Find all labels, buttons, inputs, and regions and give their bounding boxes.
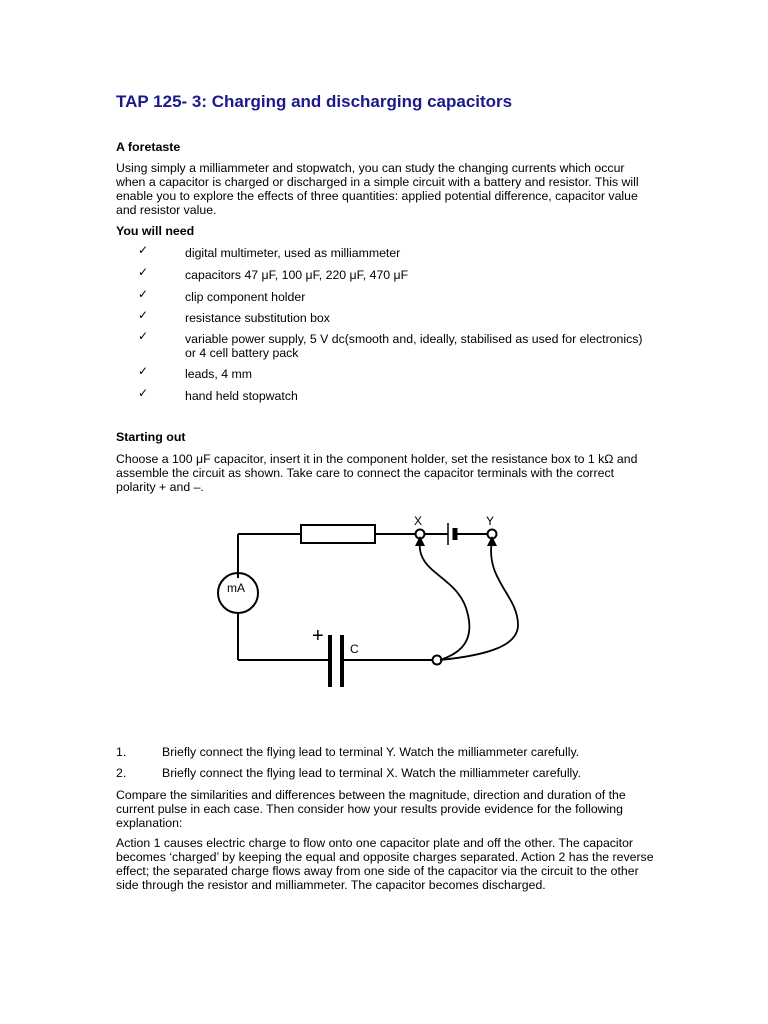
page-title: TAP 125- 3: Charging and discharging capacitors bbox=[116, 92, 513, 111]
list-item: leads, 4 mm bbox=[185, 367, 252, 381]
resistor bbox=[301, 525, 375, 543]
label-capacitor: C bbox=[350, 642, 359, 656]
list-item: hand held stopwatch bbox=[185, 389, 298, 403]
compare-paragraph: Compare the similarities and differences between the magnitude, direction and duration of the current pulse in each case. Then consider how your results provide evidence for the following explanation: bbox=[116, 788, 626, 830]
you-will-need-heading: You will need bbox=[116, 224, 195, 238]
check-icon: ✓ bbox=[138, 308, 149, 322]
step-text: Briefly connect the flying lead to terminal Y. Watch the milliammeter carefully. bbox=[162, 745, 580, 759]
label-plus: + bbox=[312, 625, 324, 647]
list-item: digital multimeter, used as milliammeter bbox=[185, 246, 401, 260]
step-number: 2. bbox=[116, 766, 127, 780]
list-item: clip component holder bbox=[185, 290, 306, 304]
flying-lead-y bbox=[440, 540, 518, 660]
foretaste-heading: A foretaste bbox=[116, 140, 181, 154]
starting-out-paragraph: Choose a 100 μF capacitor, insert it in the component holder, set the resistance box to 1 kΩ and assemble the circuit as shown. Take care to connect the capacitor terminals with the correct polarity + and –. bbox=[116, 452, 638, 494]
flying-lead-x bbox=[420, 540, 470, 660]
step-text: Briefly connect the flying lead to terminal X. Watch the milliammeter carefully. bbox=[162, 766, 581, 780]
list-item: variable power supply, 5 V dc(smooth and, ideally, stabilised as used for electronics) or 4 cell battery pack bbox=[185, 332, 643, 360]
foretaste-paragraph: Using simply a milliammeter and stopwatch, you can study the changing currents which occur when a capacitor is charged or discharged in a simple circuit with a battery and resistor. This will enable you to explore the effects of three quantities: applied potential difference, capacitor value and resistor value. bbox=[116, 161, 639, 217]
step-number: 1. bbox=[116, 745, 127, 759]
explanation-paragraph: Action 1 causes electric charge to flow onto one capacitor plate and off the other. The capacitor becomes ‘charged’ by keeping the equal and opposite charges separated. Action 2 has the reverse effect; the separated charge flows away from one side of the capacitor via the circuit to the other side through the resistor and milliammeter. The capacitor becomes discharged. bbox=[116, 836, 654, 892]
check-icon: ✓ bbox=[138, 386, 149, 400]
check-icon: ✓ bbox=[138, 329, 149, 343]
starting-out-heading: Starting out bbox=[116, 430, 186, 444]
label-y: Y bbox=[486, 514, 495, 528]
check-icon: ✓ bbox=[138, 364, 149, 378]
label-x: X bbox=[414, 514, 423, 528]
check-icon: ✓ bbox=[138, 287, 149, 301]
check-icon: ✓ bbox=[138, 243, 149, 257]
label-milliammeter: mA bbox=[227, 581, 245, 595]
circuit-diagram bbox=[200, 505, 540, 695]
list-item: capacitors 47 μF, 100 μF, 220 μF, 470 μF bbox=[185, 268, 409, 282]
check-icon: ✓ bbox=[138, 265, 149, 279]
list-item: resistance substitution box bbox=[185, 311, 330, 325]
